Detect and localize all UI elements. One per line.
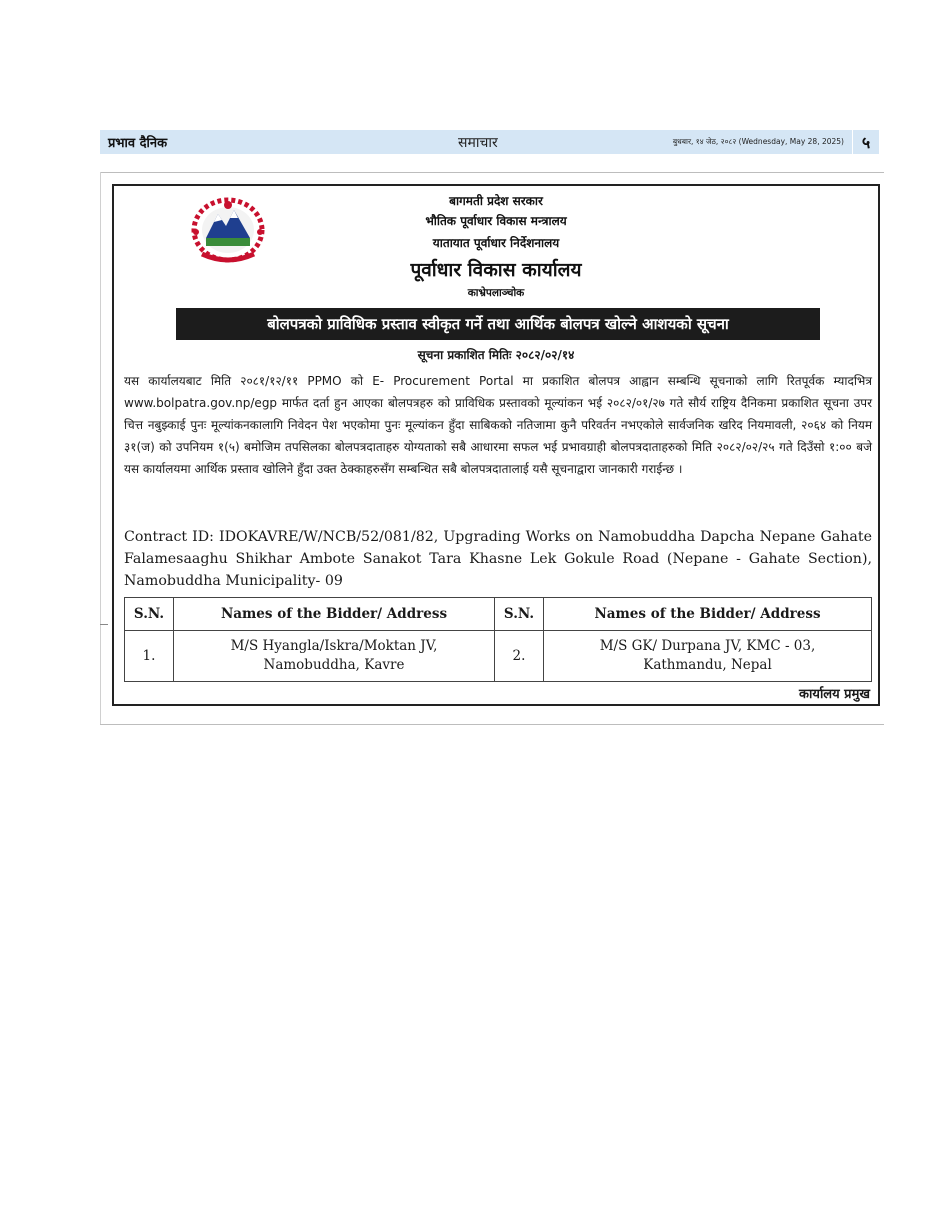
issue-date: बुधबार, १४ जेठ, २०८२ (Wednesday, May 28, 2025) <box>672 137 844 146</box>
newspaper-brand: प्रभाव दैनिक <box>108 136 168 151</box>
left-rule <box>100 172 101 725</box>
bidder-address: Kathmandu, Nepal <box>643 657 772 673</box>
bidder-name-address <box>544 631 872 682</box>
bidder-name-address <box>174 631 495 682</box>
table-header: S.N. <box>125 598 174 631</box>
table-header-row <box>125 598 872 631</box>
bottom-rule <box>100 724 884 725</box>
published-date: सूचना प्रकाशित मितिः २०८२/०२/१४ <box>417 348 575 362</box>
table-header: Names of the Bidder/ Address <box>544 598 872 631</box>
newspaper-header-bar <box>100 130 852 154</box>
table-header: Names of the Bidder/ Address <box>174 598 495 631</box>
bidder-name: M/S GK/ Durpana JV, KMC - 03, <box>599 638 816 654</box>
top-rule <box>100 172 884 173</box>
bidder-name: M/S Hyangla/Iskra/Moktan JV, <box>230 638 438 654</box>
bidder-sn: 2. <box>495 631 544 682</box>
section-name: समाचार <box>458 134 498 151</box>
page-number: ५ <box>853 130 879 154</box>
notice-body: यस कार्यालयबाट मिति २०८१/१२/११ PPMO को E- Procurement Portal मा प्रकाशित बोलपत्र आह्वान सम्बन्धि सूचनाको लागि रितपूर्वक म्यादभित्र www.bolpatra.gov.np/egp मार्फत दर्ता हुन आएका बोलपत्रहरु को प्राविधिक प्रस्तावको मूल्यांकन भई २०८२/०१/२७ गते सौर्य राष्ट्रिय दैनिकमा प्रकाशित सूचना उपर चित्त नबुझ्काई पुनः मूल्यांकनकालागि निवेदन पेश भएकोमा पुनः मूल्यांकन हुँदा साबिकको नतिजामा कुनै परिवर्तन नभएकोले सार्वजनिक खरिद नियमावली, २०६४ को नियम ३१(ज) को उपनियम १(५) बमोजिम तपसिलका बोलपत्रदाताहरु योग्यताको सबै आधारमा सफल भई प्रभावग्राही बोलपत्रदाताहरुको मिति २०८२/०२/२५ गते दिउँसो १:०० बजे यस कार्यालयमा आर्थिक प्रस्ताव खोलिने हुँदा उक्त ठेक्काहरुसँग सम्बन्धित सबै बोलपत्रदातालाई यसै सूचनाद्वारा जानकारी गराईन्छ । <box>124 374 872 476</box>
signature-title: कार्यालय प्रमुख <box>799 687 870 702</box>
table-row <box>125 631 872 682</box>
bidder-address: Namobuddha, Kavre <box>263 657 405 673</box>
office-name: पूर्वाधार विकास कार्यालय <box>410 259 582 281</box>
directorate-name: यातायात पूर्वाधार निर्देशनालय <box>432 236 560 250</box>
margin-mark <box>100 624 108 625</box>
notice-title: बोलपत्रको प्राविधिक प्रस्ताव स्वीकृत गर्ने तथा आर्थिक बोलपत्र खोल्ने आशयको सूचना <box>176 308 820 340</box>
government-name: बागमती प्रदेश सरकार <box>449 194 543 208</box>
ministry-name: भौतिक पूर्वाधार विकास मन्त्रालय <box>425 214 567 228</box>
bidder-sn: 1. <box>125 631 174 682</box>
contract-description: Contract ID: IDOKAVRE/W/NCB/52/081/82, Upgrading Works on Namobuddha Dapcha Nepane Gahate Falamesaaghu Shikhar Ambote Sanakot Tara Khasne Lek Gokule Road (Nepane - Gahate Section), Namobuddha Municipality- 09 <box>124 529 872 589</box>
bidder-table <box>124 597 872 682</box>
office-location: काभ्रेपलाञ्चोक <box>467 287 525 299</box>
table-header: S.N. <box>495 598 544 631</box>
